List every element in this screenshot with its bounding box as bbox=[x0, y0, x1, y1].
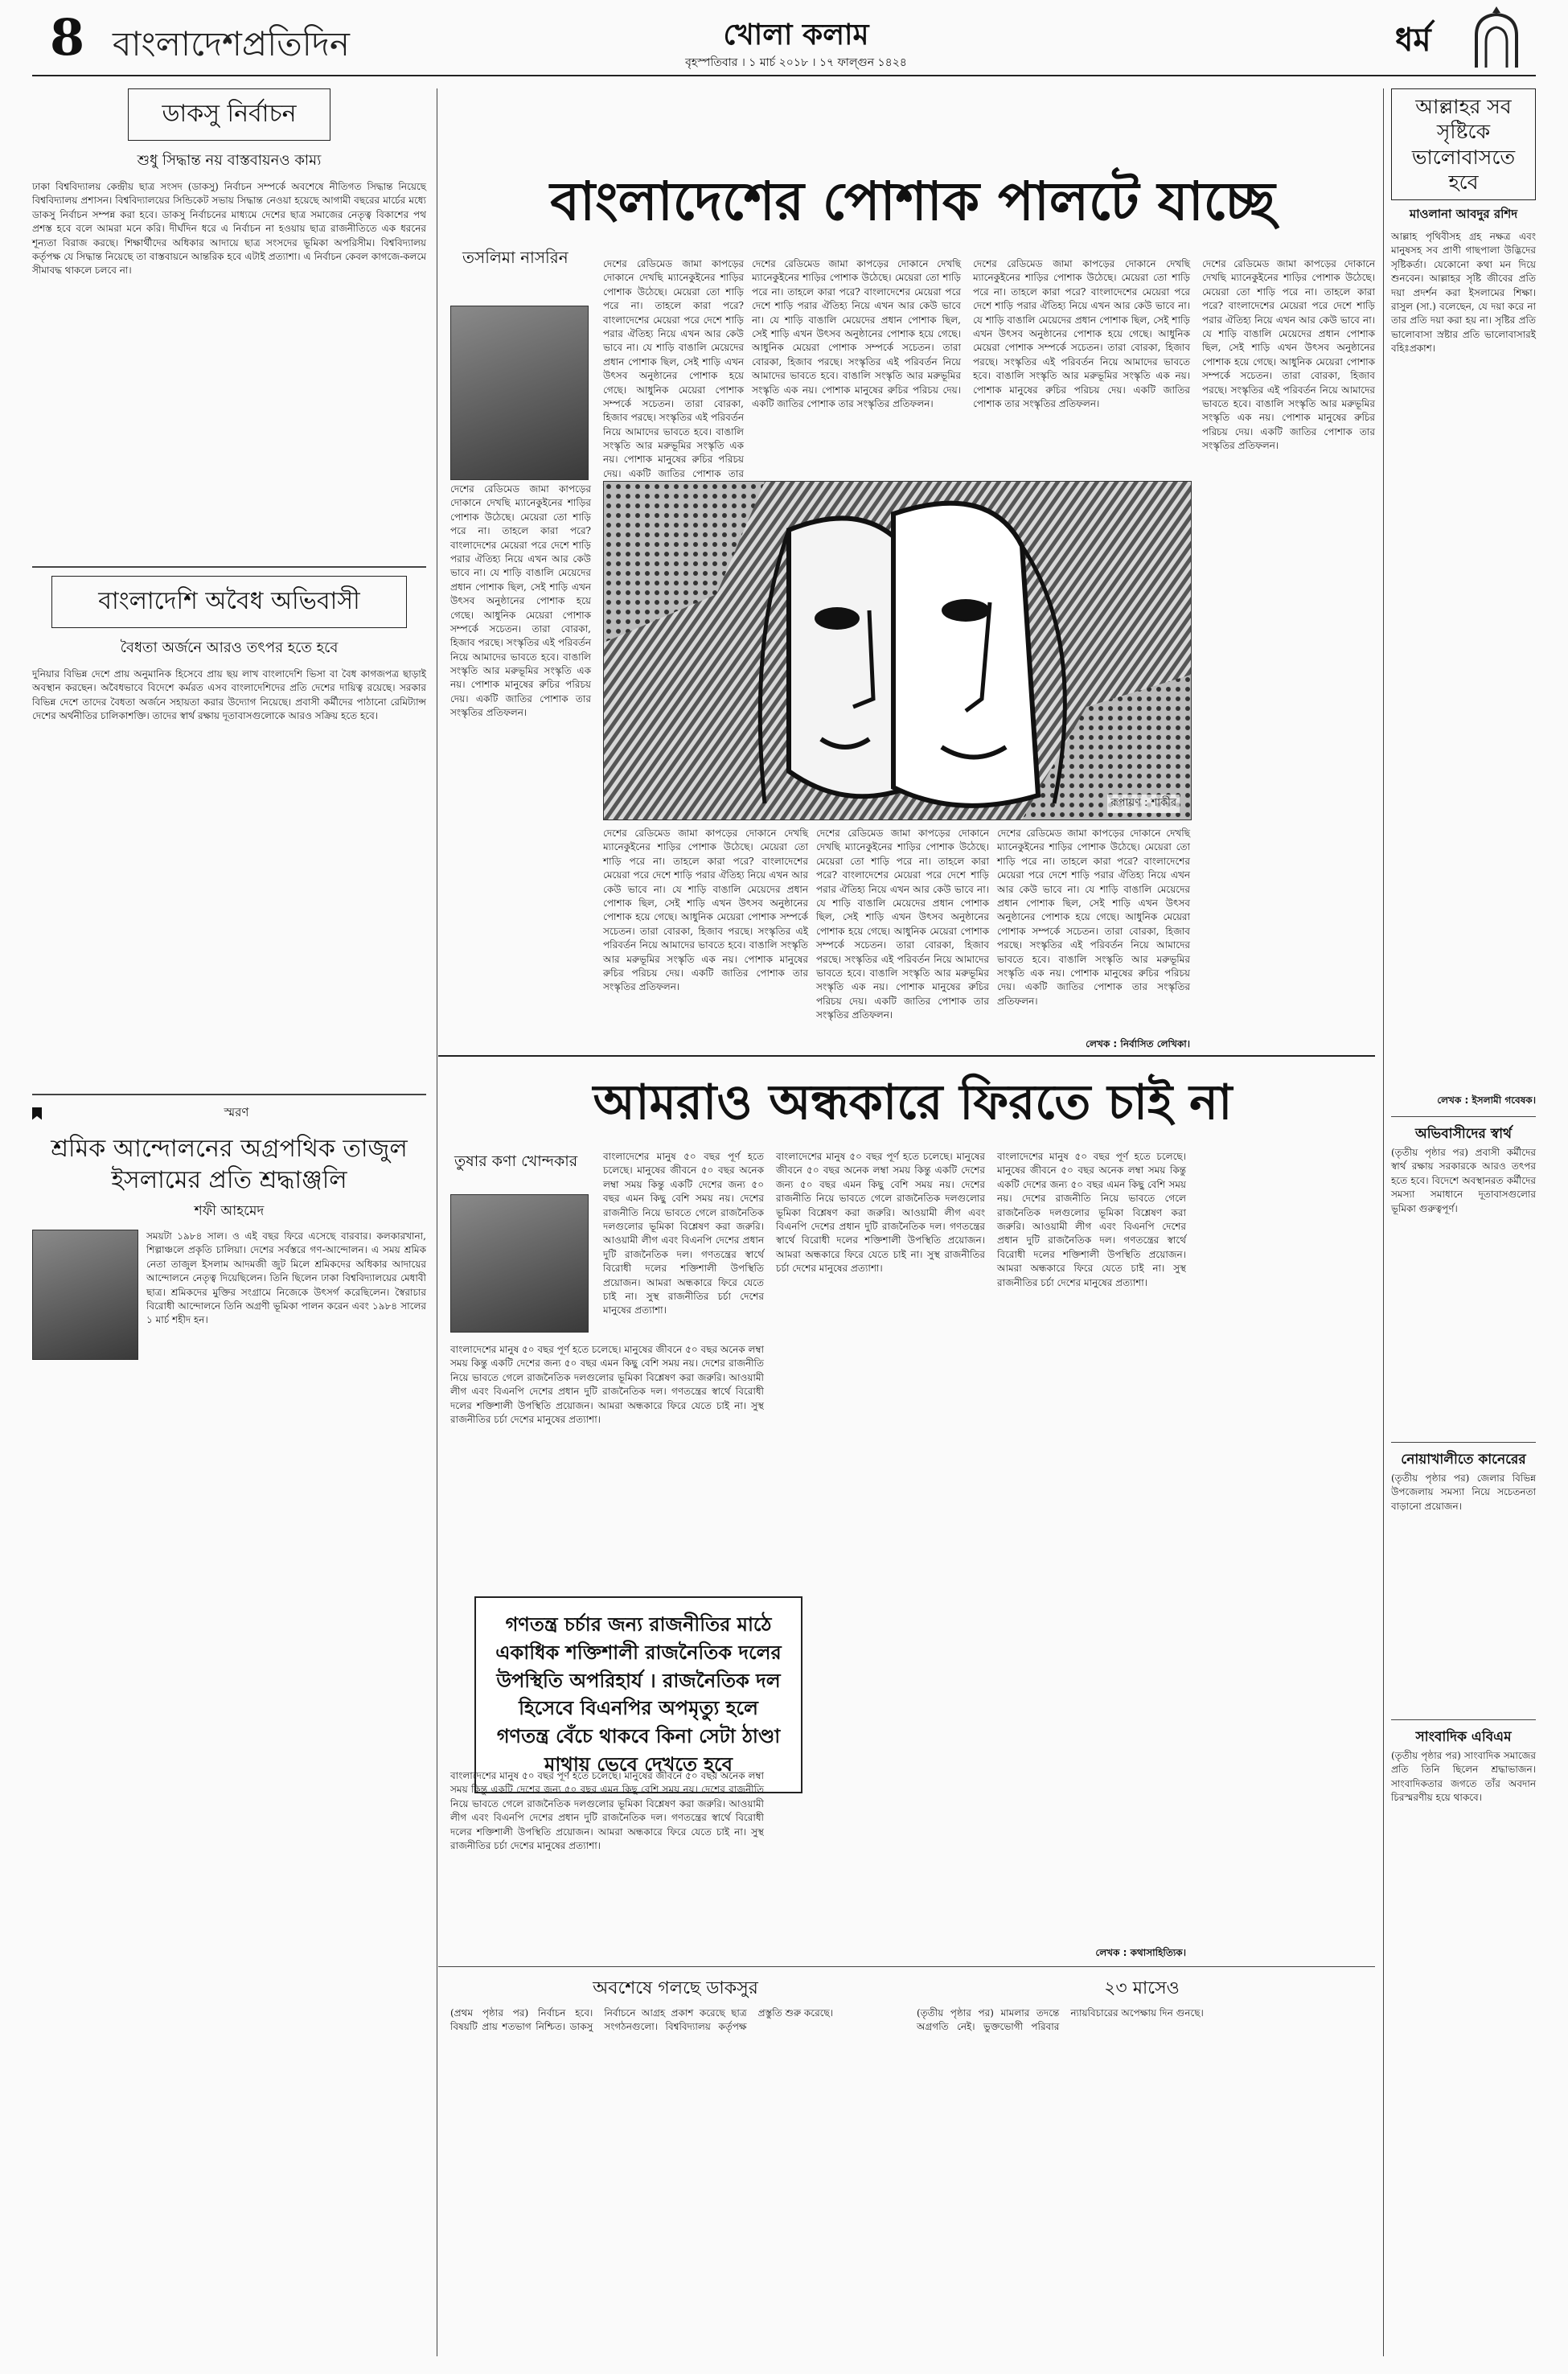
editorial-body-daksu: ঢাকা বিশ্ববিদ্যালয় কেন্দ্রীয় ছাত্র সংসদ (ডাকসু) নির্বাচন সম্পর্কে অবশেষে নীতিগত সিদ্ধান্ত নিয়েছে বিশ্ববিদ্যালয় প্রশাসন। বিশ্ববিদ্যালয়ের সিন্ডিকেট সভায় সিদ্ধান্ত নেওয়া হয়েছে আগামী বছরের মার্চের মধ্যে ডাকসু নির্বাচন সম্পন্ন করা হবে। ডাকসু নির্বাচনের মাধ্যমে দেশের ছাত্র সমাজের নেতৃত্ব বিকাশের পথ প্রশস্ত হবে বলে আমরা মনে করি। দীর্ঘদিন ধরে এ নির্বাচন না হওয়ায় ছাত্র রাজনীতিতে এক ধরনের শূন্যতা বিরাজ করছে। শিক্ষার্থীদের অধিকার আদায়ে ছাত্র সংসদের ভূমিকা অপরিসীম। বিশ্ববিদ্যালয় কর্তৃপক্ষ যে সিদ্ধান্ত নিয়েছে তা বাস্তবায়নে আন্তরিক হবে এটাই প্রত্যাশা। এ নির্বাচন কেবল কাগজে-কলমে সীমাবদ্ধ থাকলে চলবে না। bbox=[32, 181, 426, 277]
continuation-body-noakhali: (তৃতীয় পৃষ্ঠার পর) জেলার বিভিন্ন উপজেলায় সমস্যা নিয়ে সচেতনতা বাড়ানো প্রয়োজন। bbox=[1391, 1472, 1536, 1512]
main-body-1-left-lower: দেশের রেডিমেড জামা কাপড়ের দোকানে দেখছি ম্যানেকুইনের শাড়ির পোশাক উঠেছে। মেয়েরা তো শাড়ি পরে না। তাহলে কারা পরে? বাংলাদেশের মেয়েরা পরে দেশে শাড়ি পরার ঐতিহ্য নিয়ে এখন আর কেউ ভাবে না। যে শাড়ি বাঙালি মেয়েদের প্রধান পোশাক ছিল, সেই শাড়ি এখন উৎসব অনুষ্ঠানের পোশাক হয়ে গেছে। আধুনিক মেয়েরা পোশাক সম্পর্কে সচেতন। তারা বোরকা, হিজাব পরছে। সংস্কৃতির এই পরিবর্তন নিয়ে আমাদের ভাবতে হবে। বাঙালি সংস্কৃতি আর মরুভূমির সংস্কৃতি এক নয়। পোশাক মানুষের রুচির পরিচয় দেয়। একটি জাতির পোশাক তার সংস্কৃতির প্রতিফলন। bbox=[450, 483, 591, 719]
main-body-2-col1: বাংলাদেশের মানুষ ৫০ বছর পূর্ণ হতে চলেছে। মানুষের জীবনে ৫০ বছর অনেক লম্বা সময় কিন্তু একটি দেশের জন্য ৫০ বছর এমন কিছু বেশি সময় নয়। দেশের রাজনীতি নিয়ে ভাবতে গেলে রাজনৈতিক দলগুলোর ভূমিকা বিশ্লেষণ করা জরুরি। আওয়ামী লীগ এবং বিএনপি দেশের প্রধান দুটি রাজনৈতিক দল। গণতন্ত্রের স্বার্থে বিরোধী দলের শক্তিশালী উপস্থিতি প্রয়োজন। আমরা অন্ধকারে ফিরে যেতে চাই না। সুস্থ রাজনীতির চর্চা দেশের মানুষের প্রত্যাশা। bbox=[603, 1151, 764, 1316]
left-column bbox=[32, 88, 426, 1889]
continuation-body-daksu: (প্রথম পৃষ্ঠার পর) নির্বাচন হবে। বিষয়টি প্রায় শতভাগ নিশ্চিত। ডাকসু নির্বাচনে আগ্রহ প্রকাশ করেছে ছাত্র সংগঠনগুলো। বিশ্ববিদ্যালয় কর্তৃপক্ষ প্রস্তুতি শুরু করেছে। bbox=[450, 2007, 834, 2033]
religion-article-title: আল্লাহর সব সৃষ্টিকে ভালোবাসতে হবে bbox=[1391, 88, 1536, 200]
section-title: খোলা কলাম bbox=[723, 18, 869, 51]
continuation-title-journalist: সাংবাদিক এবিএম bbox=[1415, 1729, 1512, 1745]
main-body-1-col1: দেশের রেডিমেড জামা কাপড়ের দোকানে দেখছি ম্যানেকুইনের শাড়ির পোশাক উঠেছে। মেয়েরা তো শাড়ি পরে না। তাহলে কারা পরে? বাংলাদেশের মেয়েরা পরে দেশে শাড়ি পরার ঐতিহ্য নিয়ে এখন আর কেউ ভাবে না। যে শাড়ি বাঙালি মেয়েদের প্রধান পোশাক ছিল, সেই শাড়ি এখন উৎসব অনুষ্ঠানের পোশাক হয়ে গেছে। আধুনিক মেয়েরা পোশাক সম্পর্কে সচেতন। তারা বোরকা, হিজাব পরছে। সংস্কৃতির এই পরিবর্তন নিয়ে আমাদের ভাবতে হবে। বাঙালি সংস্কৃতি আর মরুভূমির সংস্কৃতি এক নয়। পোশাক মানুষের রুচির পরিচয় দেয়। একটি জাতির পোশাক তার bbox=[603, 258, 744, 479]
editorial-subtitle-daksu: শুধু সিদ্ধান্ত নয় বাস্তবায়নও কাম্য bbox=[137, 152, 322, 169]
editorial-body-migrants: দুনিয়ার বিভিন্ন দেশে প্রায় অনুমানিক হিসেবে প্রায় ছয় লাখ বাংলাদেশি ভিসা বা বৈধ কাগজপত্র ছাড়াই অবস্থান করছেন। অবৈধভাবে বিদেশে কর্মরত এসব বাংলাদেশিদের প্রতি দেশের দায়িত্ব রয়েছে। সরকার বিভিন্ন দেশে তাদের বৈধতা অর্জনে সহায়তা করার উদ্যোগ নিয়েছে। প্রবাসী কর্মীদের পাঠানো রেমিট্যান্স দেশের অর্থনীতির চালিকাশক্তি। তাদের স্বার্থ রক্ষায় দূতাবাসগুলোকে আরও সক্রিয় হতে হবে। bbox=[32, 668, 426, 722]
main-body-1-bottom-b: দেশের রেডিমেড জামা কাপড়ের দোকানে দেখছি ম্যানেকুইনের শাড়ির পোশাক উঠেছে। মেয়েরা তো শাড়ি পরে না। তাহলে কারা পরে? বাংলাদেশের মেয়েরা পরে দেশে শাড়ি পরার ঐতিহ্য নিয়ে এখন আর কেউ ভাবে না। যে শাড়ি বাঙালি মেয়েদের প্রধান পোশাক ছিল, সেই শাড়ি এখন উৎসব অনুষ্ঠানের পোশাক হয়ে গেছে। আধুনিক মেয়েরা পোশাক সম্পর্কে সচেতন। তারা বোরকা, হিজাব পরছে। সংস্কৃতির এই পরিবর্তন নিয়ে আমাদের ভাবতে হবে। বাঙালি সংস্কৃতি আর মরুভূমির সংস্কৃতি এক নয়। পোশাক মানুষের রুচির পরিচয় দেয়। একটি জাতির পোশাক তার সংস্কৃতির প্রতিফলন। bbox=[816, 828, 989, 1021]
editorial-title-daksu: ডাকসু নির্বাচন bbox=[128, 88, 330, 141]
continuation-body-23-months: (তৃতীয় পৃষ্ঠার পর) মামলার তদন্তে অগ্রগতি নেই। ভুক্তভোগী পরিবার ন্যায়বিচারের অপেক্ষায় দিন গুনছে। bbox=[917, 2007, 1204, 2033]
main-headline-1: বাংলাদেশের পোশাক পালটে যাচ্ছে bbox=[550, 170, 1275, 232]
main-headline-2: আমরাও অন্ধকারে ফিরতে চাই না bbox=[593, 1074, 1233, 1131]
issue-date: বৃহস্পতিবার । ১ মার্চ ২০১৮ । ১৭ ফাল্গুন ১৪২৪ bbox=[685, 56, 907, 69]
tribute-tag: স্মরণ bbox=[224, 1105, 249, 1119]
continuation-body-migrants: (তৃতীয় পৃষ্ঠার পর) প্রবাসী কর্মীদের স্বার্থ রক্ষায় সরকারকে আরও তৎপর হতে হবে। বিদেশে অবস্থানরত কর্মীদের সমস্যা সমাধানে দূতাবাসগুলোর ভূমিকা গুরুত্বপূর্ণ। bbox=[1391, 1147, 1536, 1214]
illustration-caption: রূপায়ণ : শাকীর bbox=[1107, 795, 1180, 813]
main-endnote-1: লেখক : নির্বাসিত লেখিকা। bbox=[1086, 1038, 1190, 1049]
tribute-title: শ্রমিক আন্দোলনের অগ্রপথিক তাজুল ইসলামের প্রতি শ্রদ্ধাঞ্জলি bbox=[51, 1135, 408, 1194]
pull-quote: গণতন্ত্র চর্চার জন্য রাজনীতির মাঠে একাধিক শক্তিশালী রাজনৈতিক দলের উপস্থিতি অপরিহার্য । রাজনৈতিক দল হিসেবে বিএনপির অপমৃত্যু হলে গণতন্ত্র বেঁচে থাকবে কিনা সেটা ঠাণ্ডা মাথায় ভেবে দেখতে হবে bbox=[474, 1596, 802, 1793]
editorial-subtitle-migrants: বৈধতা অর্জনে আরও তৎপর হতে হবে bbox=[120, 639, 339, 656]
religion-article-author: মাওলানা আবদুর রশিদ bbox=[1409, 207, 1518, 221]
right-section-label: ধর্ম bbox=[1395, 22, 1431, 59]
right-column bbox=[1391, 88, 1536, 2264]
main-body-1-col4: দেশের রেডিমেড জামা কাপড়ের দোকানে দেখছি ম্যানেকুইনের শাড়ির পোশাক উঠেছে। মেয়েরা তো শাড়ি পরে না। তাহলে কারা পরে? বাংলাদেশের মেয়েরা পরে দেশে শাড়ি পরার ঐতিহ্য নিয়ে এখন আর কেউ ভাবে না। যে শাড়ি বাঙালি মেয়েদের প্রধান পোশাক ছিল, সেই শাড়ি এখন উৎসব অনুষ্ঠানের পোশাক হয়ে গেছে। আধুনিক মেয়েরা পোশাক সম্পর্কে সচেতন। তারা বোরকা, হিজাব পরছে। সংস্কৃতির এই পরিবর্তন নিয়ে আমাদের ভাবতে হবে। বাঙালি সংস্কৃতি আর মরুভূমির সংস্কৃতি এক নয়। পোশাক মানুষের রুচির পরিচয় দেয়। একটি জাতির পোশাক তার সংস্কৃতির প্রতিফলন। bbox=[1202, 258, 1375, 452]
main-body-1-bottom-a: দেশের রেডিমেড জামা কাপড়ের দোকানে দেখছি ম্যানেকুইনের শাড়ির পোশাক উঠেছে। মেয়েরা তো শাড়ি পরে না। তাহলে কারা পরে? বাংলাদেশের মেয়েরা পরে দেশে শাড়ি পরার ঐতিহ্য নিয়ে এখন আর কেউ ভাবে না। যে শাড়ি বাঙালি মেয়েদের প্রধান পোশাক ছিল, সেই শাড়ি এখন উৎসব অনুষ্ঠানের পোশাক হয়ে গেছে। আধুনিক মেয়েরা পোশাক সম্পর্কে সচেতন। তারা বোরকা, হিজাব পরছে। সংস্কৃতির এই পরিবর্তন নিয়ে আমাদের ভাবতে হবে। বাঙালি সংস্কৃতি আর মরুভূমির সংস্কৃতি এক নয়। পোশাক মানুষের রুচির পরিচয় দেয়। একটি জাতির পোশাক তার সংস্কৃতির প্রতিফলন। bbox=[603, 828, 808, 993]
author-photo-taslima bbox=[450, 306, 589, 480]
continuation-title-daksu: অবশেষে গলছে ডাকসুর bbox=[593, 1978, 758, 1998]
main-body-2-col2: বাংলাদেশের মানুষ ৫০ বছর পূর্ণ হতে চলেছে। মানুষের জীবনে ৫০ বছর অনেক লম্বা সময় কিন্তু একটি দেশের জন্য ৫০ বছর এমন কিছু বেশি সময় নয়। দেশের রাজনীতি নিয়ে ভাবতে গেলে রাজনৈতিক দলগুলোর ভূমিকা বিশ্লেষণ করা জরুরি। আওয়ামী লীগ এবং বিএনপি দেশের প্রধান দুটি রাজনৈতিক দল। গণতন্ত্রের স্বার্থে বিরোধী দলের শক্তিশালী উপস্থিতি প্রয়োজন। আমরা অন্ধকারে ফিরে যেতে চাই না। সুস্থ রাজনীতির চর্চা দেশের মানুষের প্রত্যাশা। bbox=[776, 1151, 985, 1275]
continuation-title-migrants: অভিবাসীদের স্বার্থ bbox=[1414, 1126, 1513, 1142]
main-body-2-col3: বাংলাদেশের মানুষ ৫০ বছর পূর্ণ হতে চলেছে। মানুষের জীবনে ৫০ বছর অনেক লম্বা সময় কিন্তু একটি দেশের জন্য ৫০ বছর এমন কিছু বেশি সময় নয়। দেশের রাজনীতি নিয়ে ভাবতে গেলে রাজনৈতিক দলগুলোর ভূমিকা বিশ্লেষণ করা জরুরি। আওয়ামী লীগ এবং বিএনপি দেশের প্রধান দুটি রাজনৈতিক দল। গণতন্ত্রের স্বার্থে বিরোধী দলের শক্তিশালী উপস্থিতি প্রয়োজন। আমরা অন্ধকারে ফিরে যেতে চাই না। সুস্থ রাজনীতির চর্চা দেশের মানুষের প্রত্যাশা। bbox=[997, 1151, 1186, 1288]
illustration-faces bbox=[603, 481, 1192, 820]
paper-name: বাংলাদেশপ্রতিদিন bbox=[113, 24, 350, 64]
main-byline-1: তসলিমা নাসরিন bbox=[462, 248, 569, 267]
continuation-title-noakhali: নোয়াখালীতে কানেরের bbox=[1401, 1452, 1526, 1468]
mosque-arch-icon bbox=[1472, 5, 1521, 69]
editorial-title-migrants: বাংলাদেশি অবৈধ অভিবাসী bbox=[51, 576, 407, 628]
main-body-1-bottom-c: দেশের রেডিমেড জামা কাপড়ের দোকানে দেখছি ম্যানেকুইনের শাড়ির পোশাক উঠেছে। মেয়েরা তো শাড়ি পরে না। তাহলে কারা পরে? বাংলাদেশের মেয়েরা পরে দেশে শাড়ি পরার ঐতিহ্য নিয়ে এখন আর কেউ ভাবে না। যে শাড়ি বাঙালি মেয়েদের প্রধান পোশাক ছিল, সেই শাড়ি এখন উৎসব অনুষ্ঠানের পোশাক হয়ে গেছে। আধুনিক মেয়েরা পোশাক সম্পর্কে সচেতন। তারা বোরকা, হিজাব পরছে। সংস্কৃতির এই পরিবর্তন নিয়ে আমাদের ভাবতে হবে। বাঙালি সংস্কৃতি আর মরুভূমির সংস্কৃতি এক নয়। পোশাক মানুষের রুচির পরিচয় দেয়। একটি জাতির পোশাক তার সংস্কৃতির প্রতিফলন। bbox=[997, 828, 1190, 1007]
main-body-2-left-lower: বাংলাদেশের মানুষ ৫০ বছর পূর্ণ হতে চলেছে। মানুষের জীবনে ৫০ বছর অনেক লম্বা সময় কিন্তু একটি দেশের জন্য ৫০ বছর এমন কিছু বেশি সময় নয়। দেশের রাজনীতি নিয়ে ভাবতে গেলে রাজনৈতিক দলগুলোর ভূমিকা বিশ্লেষণ করা জরুরি। আওয়ামী লীগ এবং বিএনপি দেশের প্রধান দুটি রাজনৈতিক দল। গণতন্ত্রের স্বার্থে বিরোধী দলের শক্তিশালী উপস্থিতি প্রয়োজন। আমরা অন্ধকারে ফিরে যেতে চাই না। সুস্থ রাজনীতির চর্চা দেশের মানুষের প্রত্যাশা। bbox=[450, 1770, 764, 1851]
tribute-photo bbox=[32, 1230, 138, 1360]
main-body-1-col3: দেশের রেডিমেড জামা কাপড়ের দোকানে দেখছি ম্যানেকুইনের শাড়ির পোশাক উঠেছে। মেয়েরা তো শাড়ি পরে না। তাহলে কারা পরে? বাংলাদেশের মেয়েরা পরে দেশে শাড়ি পরার ঐতিহ্য নিয়ে এখন আর কেউ ভাবে না। যে শাড়ি বাঙালি মেয়েদের প্রধান পোশাক ছিল, সেই শাড়ি এখন উৎসব অনুষ্ঠানের পোশাক হয়ে গেছে। আধুনিক মেয়েরা পোশাক সম্পর্কে সচেতন। তারা বোরকা, হিজাব পরছে। সংস্কৃতির এই পরিবর্তন নিয়ে আমাদের ভাবতে হবে। বাঙালি সংস্কৃতি আর মরুভূমির সংস্কৃতি এক নয়। পোশাক মানুষের রুচির পরিচয় দেয়। একটি জাতির পোশাক তার সংস্কৃতির প্রতিফলন। bbox=[973, 258, 1190, 409]
main-byline-2: তুষার কণা খোন্দকার bbox=[454, 1152, 578, 1170]
continuation-body-journalist: (তৃতীয় পৃষ্ঠার পর) সাংবাদিক সমাজের প্রতি তিনি ছিলেন শ্রদ্ধাভাজন। সাংবাদিকতার জগতে তাঁর অবদান চিরস্মরণীয় হয়ে থাকবে। bbox=[1391, 1750, 1536, 1804]
religion-article-endnote: লেখক : ইসলামী গবেষক। bbox=[1437, 1095, 1536, 1106]
religion-article-body: আল্লাহ পৃথিবীসহ গ্রহ নক্ষত্র এবং মানুষসহ সব প্রাণী গাছপালা উদ্ভিদের সৃষ্টিকর্তা। যেকোনো কথা মন দিয়ে শুনবেন। আল্লাহর সৃষ্টি জীবের প্রতি দয়া প্রদর্শন করা ইসলামের শিক্ষা। রাসুল (সা.) বলেছেন, যে দয়া করে না তার প্রতি দয়া করা হয় না। সৃষ্টির প্রতি ভালোবাসা স্রষ্টার প্রতি ভালোবাসারই বহিঃপ্রকাশ। bbox=[1391, 231, 1536, 355]
tribute-tag-row bbox=[32, 1103, 426, 1123]
continuation-title-23-months: ২৩ মাসেও bbox=[1104, 1978, 1180, 1998]
bookmark-icon bbox=[32, 1107, 42, 1120]
main-body-2-left: বাংলাদেশের মানুষ ৫০ বছর পূর্ণ হতে চলেছে। মানুষের জীবনে ৫০ বছর অনেক লম্বা সময় কিন্তু একটি দেশের জন্য ৫০ বছর এমন কিছু বেশি সময় নয়। দেশের রাজনীতি নিয়ে ভাবতে গেলে রাজনৈতিক দলগুলোর ভূমিকা বিশ্লেষণ করা জরুরি। আওয়ামী লীগ এবং বিএনপি দেশের প্রধান দুটি রাজনৈতিক দল। গণতন্ত্রের স্বার্থে বিরোধী দলের শক্তিশালী উপস্থিতি প্রয়োজন। আমরা অন্ধকারে ফিরে যেতে চাই না। সুস্থ রাজনীতির চর্চা দেশের মানুষের প্রত্যাশা। bbox=[450, 1344, 764, 1425]
main-endnote-2: লেখক : কথাসাহিত্যিক। bbox=[1095, 1947, 1186, 1958]
page-number: 8 bbox=[50, 8, 85, 67]
main-body-1-col2: দেশের রেডিমেড জামা কাপড়ের দোকানে দেখছি ম্যানেকুইনের শাড়ির পোশাক উঠেছে। মেয়েরা তো শাড়ি পরে না। তাহলে কারা পরে? বাংলাদেশের মেয়েরা পরে দেশে শাড়ি পরার ঐতিহ্য নিয়ে এখন আর কেউ ভাবে না। যে শাড়ি বাঙালি মেয়েদের প্রধান পোশাক ছিল, সেই শাড়ি এখন উৎসব অনুষ্ঠানের পোশাক হয়ে গেছে। আধুনিক মেয়েরা পোশাক সম্পর্কে সচেতন। তারা বোরকা, হিজাব পরছে। সংস্কৃতির এই পরিবর্তন নিয়ে আমাদের ভাবতে হবে। বাঙালি সংস্কৃতি আর মরুভূমির সংস্কৃতি এক নয়। পোশাক মানুষের রুচির পরিচয় দেয়। একটি জাতির পোশাক তার সংস্কৃতির প্রতিফলন। bbox=[752, 258, 961, 409]
author-photo-tushar bbox=[450, 1194, 589, 1333]
masthead bbox=[0, 0, 1568, 76]
tribute-author: শফী আহমেদ bbox=[194, 1203, 265, 1219]
tribute-body: সময়টা ১৯৮৪ সাল। ও এই বছর ফিরে এসেছে বারবার। কলকারখানা, শিল্পাঞ্চলে প্রকৃতি চালিয়া। দেশের সর্বস্তরে গণ-আন্দোলন। এ সময় শ্রমিক নেতা তাজুল ইসলাম আদমজী জুট মিলে শ্রমিকদের অধিকার আদায়ের আন্দোলনে নেতৃত্ব দিয়েছিলেন। তিনি ছিলেন ঢাকা বিশ্ববিদ্যালয়ের মেধাবী ছাত্র। শ্রমিকদের মুক্তির সংগ্রামে নিজেকে উৎসর্গ করেছিলেন। স্বৈরাচার বিরোধী আন্দোলনে তিনি অগ্রণী ভূমিকা পালন করেন এবং ১৯৮৪ সালের ১ মার্চ শহীদ হন। bbox=[146, 1230, 426, 1326]
